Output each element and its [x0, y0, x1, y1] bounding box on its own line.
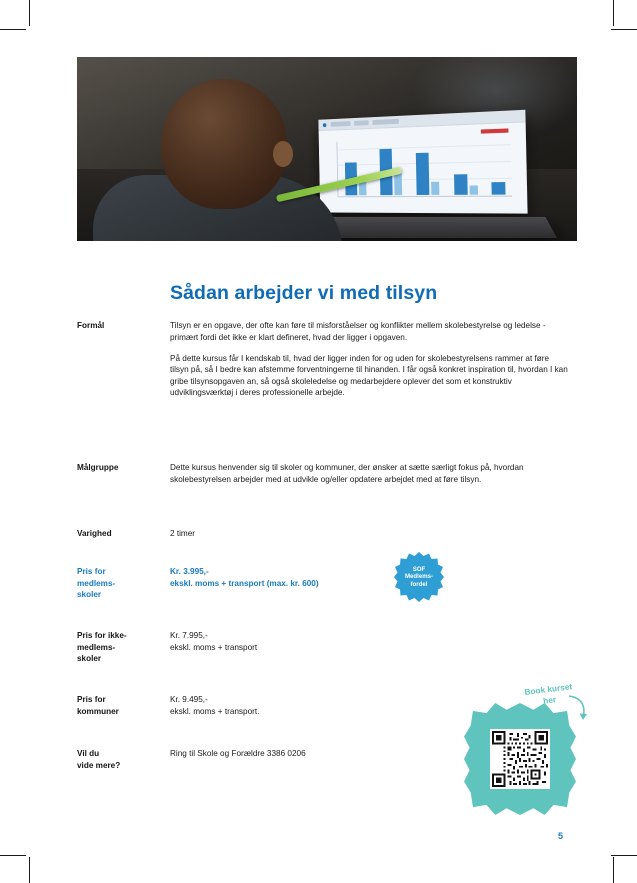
section-label: Formål	[77, 321, 105, 330]
screen-chart-bar	[394, 173, 402, 195]
person-ear	[273, 141, 293, 167]
screen-chart-gridline	[337, 144, 510, 150]
paragraph: Kr. 7.995,- ekskl. moms + transport	[170, 631, 258, 652]
paragraph: Kr. 3.995,- ekskl. moms + transport (max. kr. 600)	[170, 567, 319, 588]
member-benefit-badge	[394, 552, 444, 602]
paragraph: På dette kursus får I kendskab til, hvad der ligger inden for og uden for skolebestyrelsens rammer at føre tilsyn på, så I bedre kan afstemme forventningerne til hinanden. I får også konkret inspiration til, hvordan I kan gribe tilsynsopgaven an, så også skoleledelse og medarbejdere oplever det som et konstruktiv udviklingsværktøj i deres professionelle arbejde.	[170, 353, 568, 398]
screen-chart-bar	[416, 153, 430, 195]
page-number: 5	[558, 831, 564, 841]
badge-line-3: fordel	[410, 580, 428, 588]
screen-chart-bar	[454, 174, 468, 195]
paragraph: Kr. 9.495,- ekskl. moms + transport.	[170, 695, 260, 716]
paragraph: Tilsyn er en opgave, der ofte kan føre til misforståelser og konflikter mellem skolebestyrelse og ledelse - primært fordi det ikke er klart defineret, hvad der ligger i opgaven.	[170, 321, 546, 342]
booking-callout-text: Book kurset her	[523, 681, 573, 706]
qr-code-badge[interactable]	[464, 703, 576, 815]
paragraph: Ring til Skole og Forældre 3386 0206	[170, 749, 306, 758]
section-text	[170, 566, 570, 589]
hero-photo	[77, 57, 577, 241]
section-label: Pris for medlems- skoler	[77, 567, 116, 600]
section-text	[170, 320, 570, 399]
section-label: Pris for kommuner	[77, 695, 119, 716]
screen-toolbar-tab	[354, 120, 369, 126]
screen-toolbar-tab	[331, 121, 351, 127]
screen-chart-legend	[481, 128, 509, 133]
section-text	[170, 462, 570, 485]
paragraph: Dette kursus henvender sig til skoler og kommuner, der ønsker at sætte særligt fokus på, hvordan skolebestyrelsen arbejder med at udvikle og/eller opdatere arbejdet med at føre tilsyn.	[170, 463, 524, 484]
laptop-screen	[318, 110, 527, 214]
qr-code-image[interactable]	[490, 729, 550, 789]
screen-chart-bar	[431, 182, 439, 195]
page-title: Sådan arbejder vi med tilsyn	[170, 282, 438, 304]
section-text	[170, 528, 570, 540]
badge-line-1: SOF	[412, 565, 426, 573]
paragraph: 2 timer	[170, 529, 196, 538]
screen-toolbar-dot	[323, 123, 327, 127]
badge-text	[394, 552, 444, 602]
section-label: Pris for ikke- medlems- skoler	[77, 631, 127, 664]
section-label: Målgruppe	[77, 463, 119, 472]
screen-chart-bar	[491, 182, 505, 195]
section-label: Vil du vide mere?	[77, 749, 121, 770]
screen-chart-plot	[336, 136, 512, 198]
section-label: Varighed	[77, 529, 112, 538]
section-text	[170, 630, 570, 653]
person-head	[161, 79, 287, 209]
screen-chart-bar	[470, 185, 478, 194]
badge-line-2: Medlems-	[404, 573, 434, 581]
